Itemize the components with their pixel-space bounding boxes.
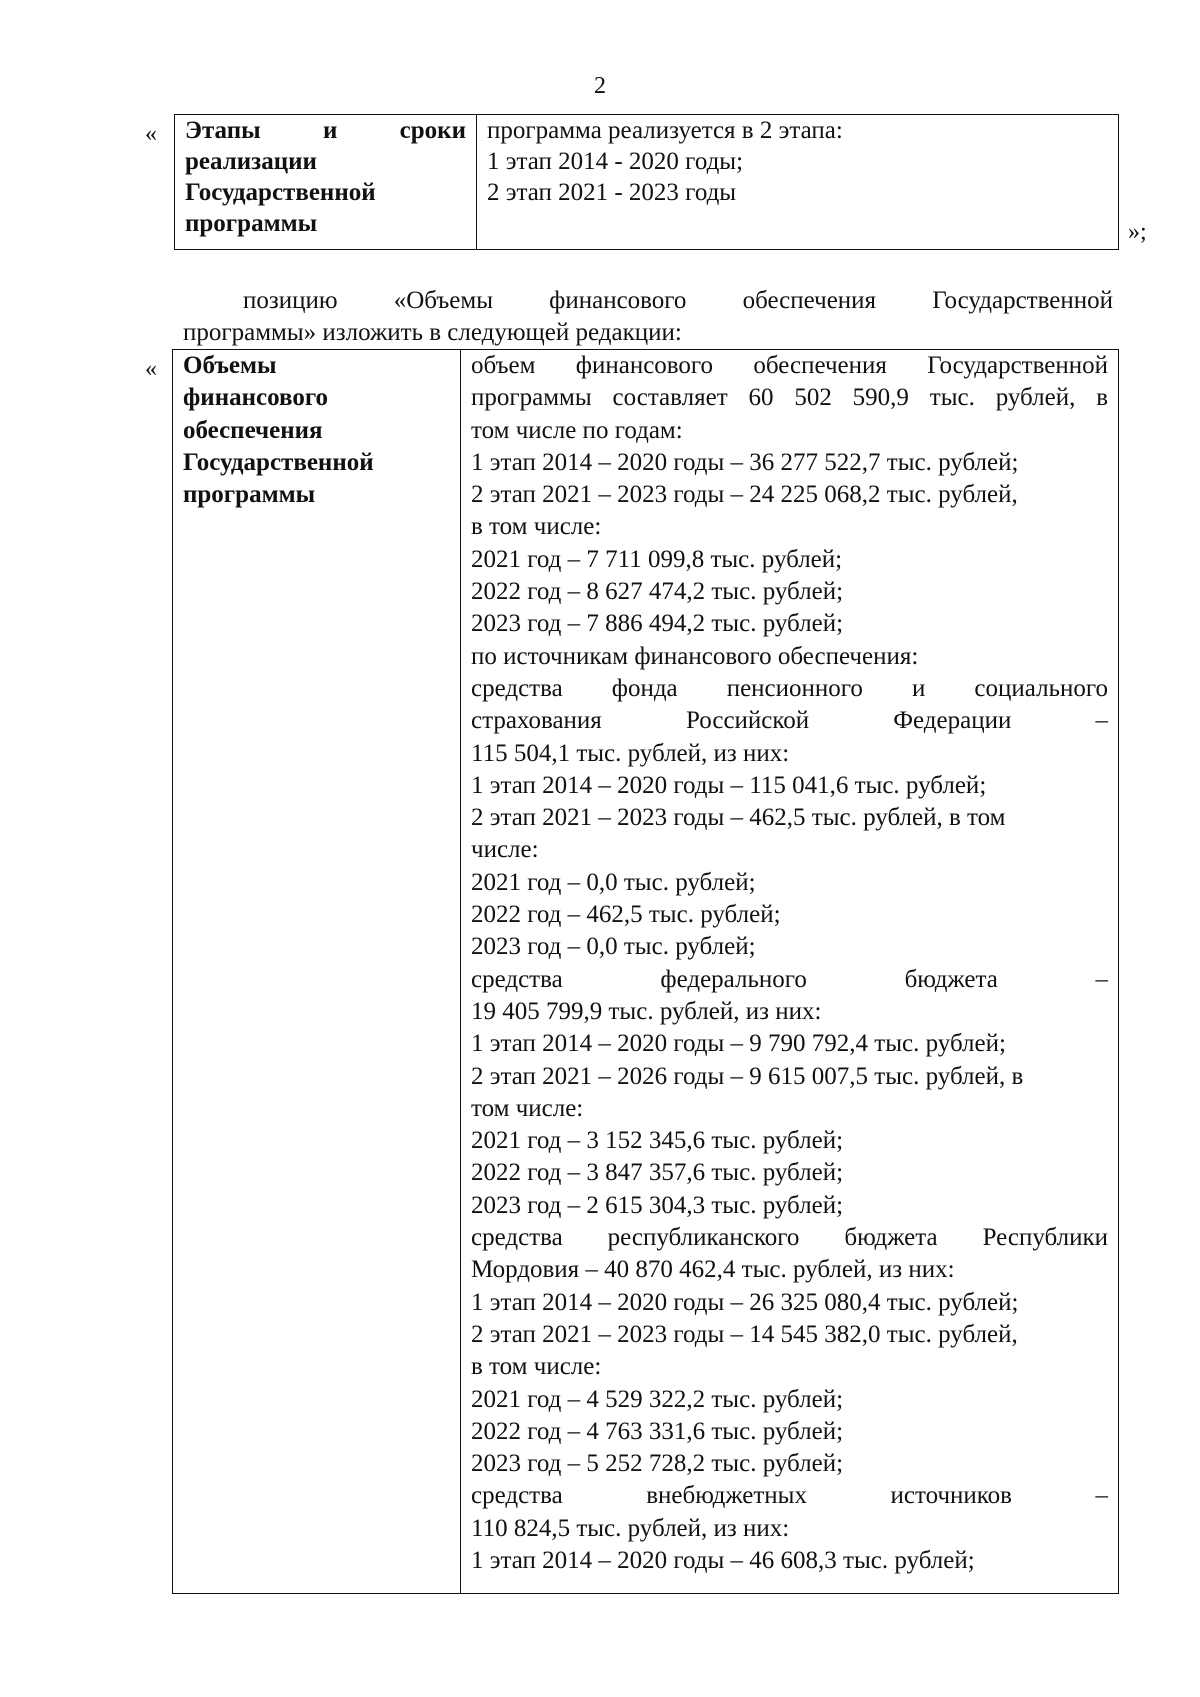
funding-value-line: средства внебюджетных источников – xyxy=(471,1482,1108,1510)
funding-value-line: 2022 год – 8 627 474,2 тыс. рублей; xyxy=(471,578,844,606)
funding-label-line: финансового xyxy=(183,384,329,412)
stages-value-line: 1 этап 2014 - 2020 годы; xyxy=(487,148,744,175)
funding-value-line: по источникам финансового обеспечения: xyxy=(471,642,919,670)
funding-value-line: 19 405 799,9 тыс. рублей, из них: xyxy=(471,997,822,1025)
funding-value-line: в том числе: xyxy=(471,1353,602,1381)
funding-value-line: средства федерального бюджета – xyxy=(471,965,1108,993)
stages-label-line: программы xyxy=(185,210,318,237)
funding-value-cell xyxy=(461,350,1119,1594)
funding-value-line: 2021 год – 4 529 322,2 тыс. рублей; xyxy=(471,1385,844,1413)
funding-value-line: 2 этап 2021 – 2023 годы – 24 225 068,2 тыс. рублей, xyxy=(471,481,1018,509)
funding-value-line: том числе: xyxy=(471,1094,584,1122)
funding-value-line: 2021 год – 7 711 099,8 тыс. рублей; xyxy=(471,545,843,573)
funding-value-line: 2023 год – 7 886 494,2 тыс. рублей; xyxy=(471,610,844,638)
stages-label-line: Этапы и сроки xyxy=(185,117,466,144)
funding-label-line: Государственной xyxy=(183,448,374,476)
funding-value-line: объем финансового обеспечения Государственной xyxy=(471,352,1108,379)
funding-label-line: Объемы xyxy=(183,352,277,379)
stages-value-line: 2 этап 2021 - 2023 годы xyxy=(487,179,737,206)
opening-quote-1: « xyxy=(145,121,157,147)
funding-value-line: средства фонда пенсионного и социального xyxy=(471,674,1108,702)
funding-value-line: 2 этап 2021 – 2026 годы – 9 615 007,5 тыс. рублей, в xyxy=(471,1062,1024,1090)
funding-value-line: 2021 год – 3 152 345,6 тыс. рублей; xyxy=(471,1127,844,1155)
funding-value-line: 1 этап 2014 – 2020 годы – 115 041,6 тыс. рублей; xyxy=(471,771,987,799)
funding-value-line: числе: xyxy=(471,836,539,864)
stages-label-cell xyxy=(175,115,477,250)
funding-value-line: 2023 год – 0,0 тыс. рублей; xyxy=(471,933,756,961)
funding-table xyxy=(172,349,1119,1594)
funding-value-line: Мордовия – 40 870 462,4 тыс. рублей, из них: xyxy=(471,1256,955,1284)
stages-table xyxy=(174,114,1119,250)
funding-value-line: 2022 год – 4 763 331,6 тыс. рублей; xyxy=(471,1417,844,1445)
paragraph-line-2: программы» изложить в следующей редакции: xyxy=(183,319,682,346)
opening-quote-2: « xyxy=(145,356,157,382)
stages-label-line: реализации xyxy=(185,148,317,175)
funding-value-line: 110 824,5 тыс. рублей, из них: xyxy=(471,1514,790,1542)
funding-value-line: в том числе: xyxy=(471,513,602,541)
stages-value-cell xyxy=(477,115,1119,250)
funding-value-line: том числе по годам: xyxy=(471,416,683,444)
funding-value-line: 2022 год – 3 847 357,6 тыс. рублей; xyxy=(471,1159,844,1187)
funding-value-line: средства республиканского бюджета Республики xyxy=(471,1224,1108,1252)
funding-value-line: 2021 год – 0,0 тыс. рублей; xyxy=(471,868,756,896)
funding-value-line: страхования Российской Федерации – xyxy=(471,707,1108,735)
stages-value-line: программа реализуется в 2 этапа: xyxy=(487,117,843,144)
paragraph-line-1: позицию «Объемы финансового обеспечения Государственной xyxy=(243,287,1113,314)
funding-value-line: 2022 год – 462,5 тыс. рублей; xyxy=(471,901,781,929)
funding-label-cell xyxy=(173,350,461,1594)
funding-value-line: 2023 год – 5 252 728,2 тыс. рублей; xyxy=(471,1450,844,1478)
funding-value-line: программы составляет 60 502 590,9 тыс. рублей, в xyxy=(471,384,1108,412)
funding-label-line: обеспечения xyxy=(183,416,323,444)
funding-value-line: 2 этап 2021 – 2023 годы – 14 545 382,0 тыс. рублей, xyxy=(471,1320,1018,1348)
funding-value-line: 1 этап 2014 – 2020 годы – 36 277 522,7 тыс. рублей; xyxy=(471,448,1019,476)
funding-value-line: 2 этап 2021 – 2023 годы – 462,5 тыс. рублей, в том xyxy=(471,804,1006,832)
funding-value-line: 1 этап 2014 – 2020 годы – 26 325 080,4 тыс. рублей; xyxy=(471,1288,1019,1316)
funding-value-line: 1 этап 2014 – 2020 годы – 9 790 792,4 тыс. рублей; xyxy=(471,1030,1006,1058)
funding-value-line: 2023 год – 2 615 304,3 тыс. рублей; xyxy=(471,1191,844,1219)
closing-quote-1: »; xyxy=(1128,219,1147,245)
page-number: 2 xyxy=(594,73,606,99)
stages-label-line: Государственной xyxy=(185,179,376,206)
funding-value-line: 1 этап 2014 – 2020 годы – 46 608,3 тыс. рублей; xyxy=(471,1546,975,1574)
funding-value-line: 115 504,1 тыс. рублей, из них: xyxy=(471,739,790,767)
amendment-paragraph xyxy=(183,285,1113,349)
funding-label-line: программы xyxy=(183,481,316,509)
